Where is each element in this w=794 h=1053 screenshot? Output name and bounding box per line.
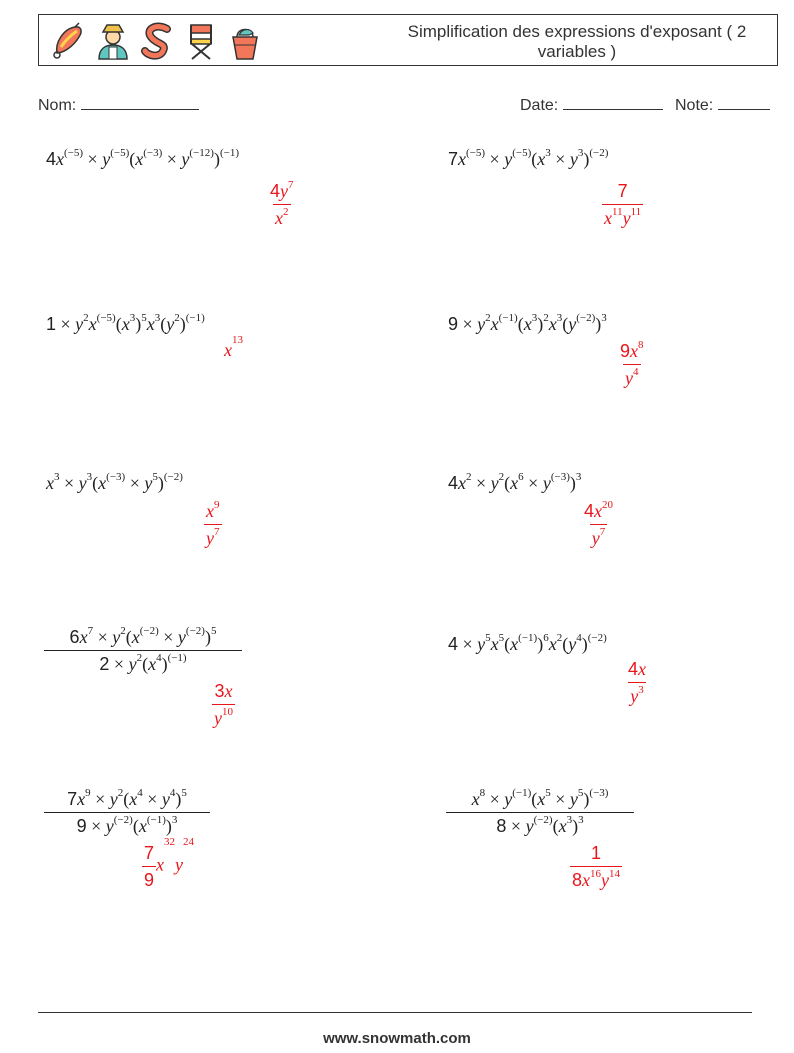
problem-5-answer: $\frac{x^9}{y^7}$ — [206, 499, 220, 548]
worksheet-header — [38, 14, 778, 66]
problem-4-expression: $9 \times y^2x^{(-1)}(x^3)^2x^3(y^{(-2)})^3$ — [448, 312, 607, 334]
director-chair-icon — [181, 21, 221, 61]
score-field[interactable] — [675, 94, 770, 115]
problem-8-answer: $\frac{4x}{y^3}$ — [628, 659, 647, 706]
name-blank[interactable] — [81, 94, 199, 110]
problem-4-answer: $\frac{9x^8}{y^4}$ — [620, 339, 644, 388]
problem-2-answer: $\frac{7}{x^{11}y^{11}}$ — [604, 181, 642, 228]
problem-1-expression: $4x^{(-5)} \times y^{(-5)}(x^{(-3)} \times y^{(-12)})^{(-1)}$ — [46, 147, 239, 169]
name-label: Nom: — [38, 97, 77, 114]
footer-divider — [38, 1012, 752, 1013]
problem-6-answer: $\frac{4x^{20}}{y^7}$ — [584, 499, 614, 548]
problem-1-answer: $\frac{4y^7}{x^2}$ — [270, 179, 294, 228]
worm-icon — [137, 21, 177, 61]
problem-10-expression: $\frac{x^8 \times y^{(-1)}(x^5 \times y^5)^{(-3)}}{8 \times y^{(-2)}(x^3)^3}$ — [448, 788, 632, 837]
problem-7-expression: $\frac{6x^7 \times y^2(x^{(-2)} \times y^{(-2)})^5}{2 \times y^2(x^4)^{(-1)}}$ — [46, 626, 240, 675]
score-label: Note: — [675, 97, 714, 114]
problem-5-expression: $x^3 \times y^3(x^{(-3)} \times y^5)^{(-2)}$ — [46, 471, 183, 493]
problem-9-answer: $\frac{7}{9}$ $x^{32}y^{24}$ — [144, 836, 195, 890]
name-field[interactable] — [38, 94, 199, 115]
problem-7-answer: $\frac{3x}{y^{10}}$ — [214, 681, 233, 728]
bucket-icon — [225, 21, 265, 61]
footer-url[interactable]: www.snowmath.com — [323, 1030, 471, 1047]
fisherman-icon — [93, 21, 133, 61]
problem-9-expression: $\frac{7x^9 \times y^2(x^4 \times y^4)^5}{9 \times y^{(-2)}(x^{(-1)})^3}$ — [46, 788, 208, 837]
worksheet-title: Simplification des expressions d'exposant ( 2 variables ) — [407, 22, 747, 61]
problem-8-expression: $4 \times y^5x^5(x^{(-1)})^6x^2(y^4)^{(-2)}$ — [448, 632, 607, 654]
score-blank[interactable] — [718, 94, 770, 110]
date-label: Date: — [520, 97, 559, 114]
problem-10-answer: $\frac{1}{8x^{16}y^{14}}$ — [572, 843, 621, 890]
date-field[interactable] — [520, 94, 663, 115]
date-blank[interactable] — [563, 94, 663, 110]
problem-3-expression: $1 \times y^2x^{(-5)}(x^3)^5x^3(y^2)^{(-1)}$ — [46, 312, 205, 334]
problem-6-expression: $4x^2 \times y^2(x^6 \times y^{(-3)})^3$ — [448, 471, 582, 493]
problem-2-expression: $7x^{(-5)} \times y^{(-5)}(x^3 \times y^3)^{(-2)}$ — [448, 147, 609, 169]
problem-3-answer: $x^{13}$ — [224, 334, 243, 360]
header-icons — [49, 19, 265, 63]
fishing-lure-icon — [49, 21, 89, 61]
